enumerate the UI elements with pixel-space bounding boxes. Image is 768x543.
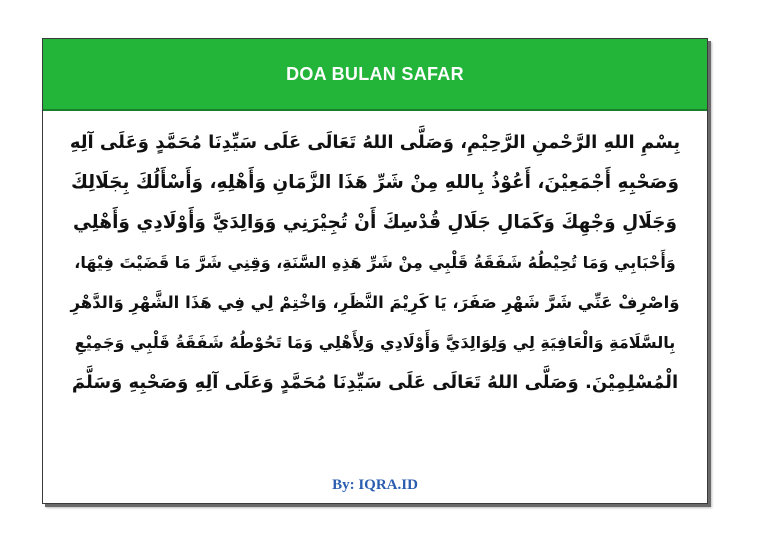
prayer-text bbox=[67, 123, 683, 403]
prayer-line-5: وَاصْرِفْ عَنِّي شَرَّ شَهْرِ صَفَرَ، يَا كَرِيْمَ النَّظَرِ، وَاخْتِمْ لِي فِي هَذَا الشَّهْرِ وَالدَّهْرِ bbox=[70, 293, 680, 312]
title-banner bbox=[43, 39, 707, 111]
prayer-line-7: الْمُسْلِمِيْنَ. وَصَلَّى اللهُ تَعَالَى عَلَى سَيِّدِنَا مُحَمَّدٍ وَعَلَى آلِهِ وَصَحْبِهِ وَسَلَّمَ bbox=[71, 372, 679, 393]
page-title: DOA BULAN SAFAR bbox=[286, 63, 464, 84]
prayer-card bbox=[42, 38, 708, 504]
prayer-line-1: بِسْمِ اللهِ الرَّحْمنِ الرَّحِيْمِ، وَصَلَّى اللهُ تَعَالَى عَلَى سَيِّدِنَا مُحَمَّدٍ وَعَلَى آلِهِ bbox=[69, 132, 681, 153]
prayer-line-3: وَجَلَالِ وَجْهِكَ وَكَمَالِ جَلَالِ قُدْسِكَ أَنْ تُجِيْرَنِي وَوَالِدَيَّ وَأَوْلَادِي وَأَهْلِي bbox=[72, 212, 678, 233]
author-credit: By: IQRA.ID bbox=[332, 477, 418, 493]
prayer-line-4: وَأَحْبَابِي وَمَا تُحِيْطُهُ شَفَقَةُ قَلْبِي مِنْ شَرِّ هَذِهِ السَّنَةِ، وَقِنِي شَرَّ مَا قَضَيْتَ فِيْهَا، bbox=[74, 253, 676, 272]
prayer-line-6: بِالسَّلَامَةِ وَالْعَافِيَةِ لِي وَلِوَالِدَيَّ وَأَوْلَادِي وَلِأَهْلِي وَمَا تَحُوْطُهُ شَفَقَةُ قَلْبِي وَجَمِيْعِ bbox=[74, 333, 676, 352]
prayer-line-2: وَصَحْبِهِ أَجْمَعِيْنَ، أَعُوْذُ بِاللهِ مِنْ شَرِّ هَذَا الزَّمَانِ وَأَهْلِهِ، وَأَسْأَلُكَ بِجَلَالِكَ bbox=[70, 172, 680, 193]
